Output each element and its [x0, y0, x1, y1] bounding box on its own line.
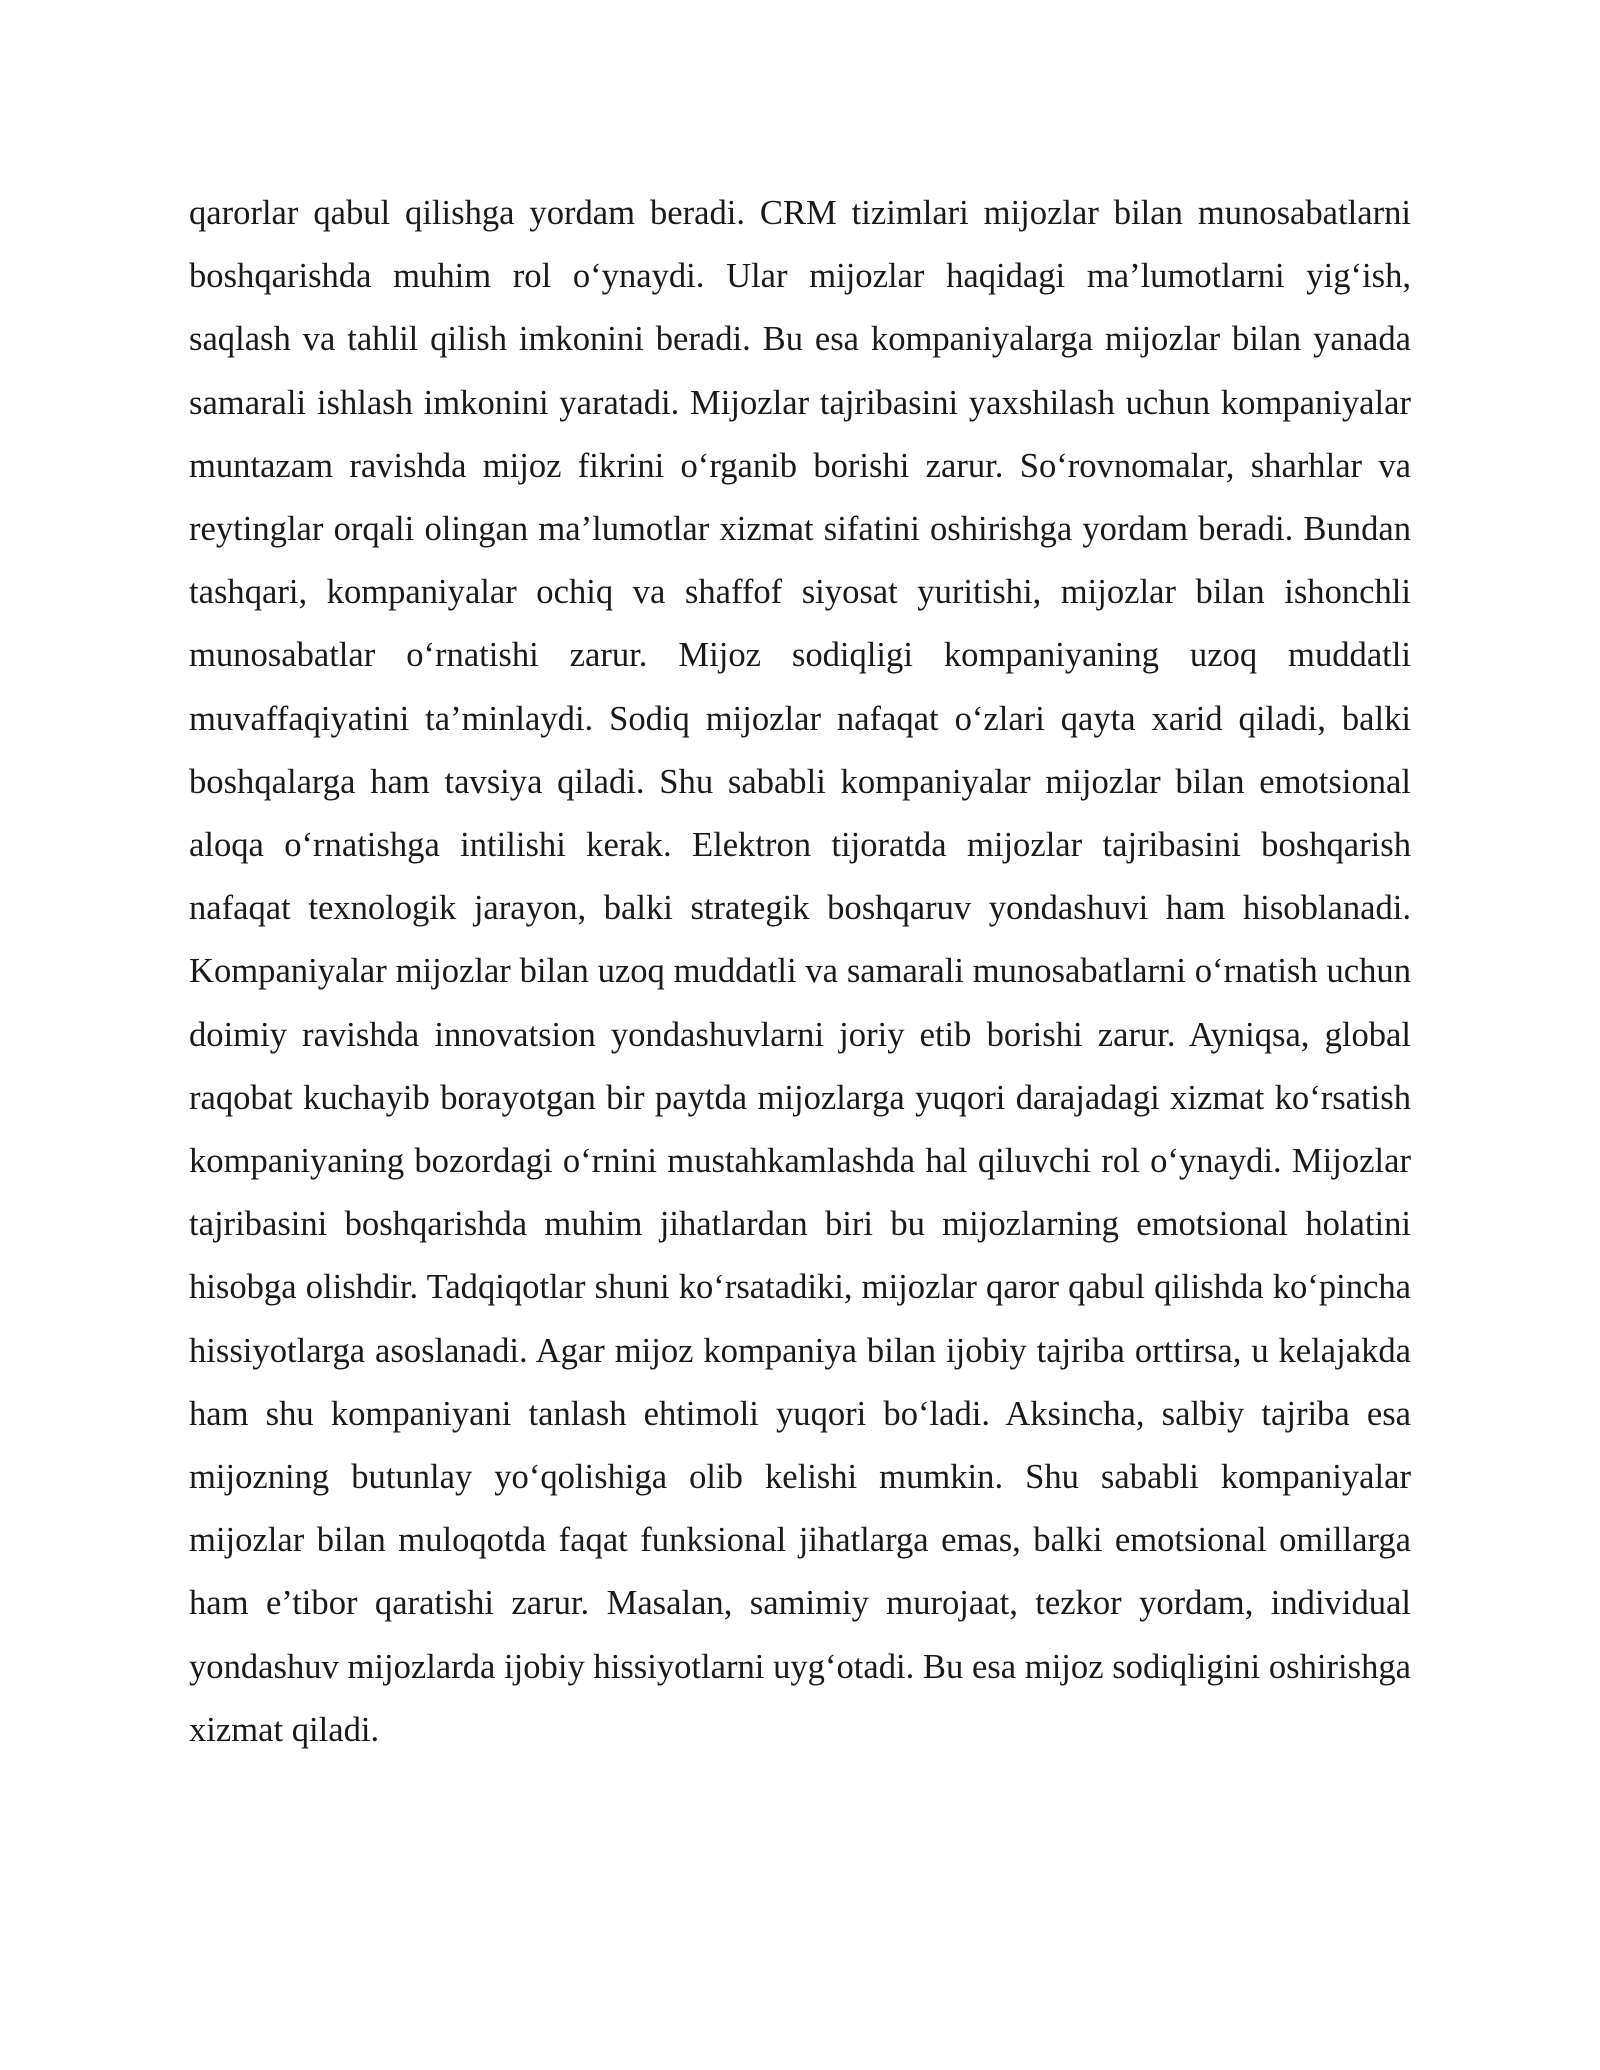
body-paragraph: qarorlar qabul qilishga yordam beradi. CRM tizimlari mijozlar bilan munosabatlarni boshqarishda muhim rol o‘ynaydi. Ular mijozlar haqidagi ma’lumotlarni yig‘ish, saqlash va tahlil qilish imkonini beradi. Bu esa kompaniyalarga mijozlar bilan yanada samarali ishlash imkonini yaratadi. Mijozlar tajribasini yaxshilash uchun kompaniyalar muntazam ravishda mijoz fikrini o‘rganib borishi zarur. So‘rovnomalar, sharhlar va reytinglar orqali olingan ma’lumotlar xizmat sifatini oshirishga yordam beradi. Bundan tashqari, kompaniyalar ochiq va shaffof siyosat yuritishi, mijozlar bilan ishonchli munosabatlar o‘rnatishi zarur. Mijoz sodiqligi kompaniyaning uzoq muddatli muvaffaqiyatini ta’minlaydi. Sodiq mijozlar nafaqat o‘zlari qayta xarid qiladi, balki boshqalarga ham tavsiya qiladi. Shu sababli kompaniyalar mijozlar bilan emotsional aloqa o‘rnatishga intilishi kerak. Elektron tijoratda mijozlar tajribasini boshqarish nafaqat texnologik jarayon, balki strategik boshqaruv yondashuvi ham hisoblanadi. Kompaniyalar mijozlar bilan uzoq muddatli va samarali munosabatlarni o‘rnatish uchun doimiy ravishda innovatsion yondashuvlarni joriy etib borishi zarur. Ayniqsa, global raqobat kuchayib borayotgan bir paytda mijozlarga yuqori darajadagi xizmat ko‘rsatish kompaniyaning bozordagi o‘rnini mustahkamlashda hal qiluvchi rol o‘ynaydi. Mijozlar tajribasini boshqarishda muhim jihatlardan biri bu mijozlarning emotsional holatini hisobga olishdir. Tadqiqotlar shuni ko‘rsatadiki, mijozlar qaror qabul qilishda ko‘pincha hissiyotlarga asoslanadi. Agar mijoz kompaniya bilan ijobiy tajriba orttirsa, u kelajakda ham shu kompaniyani tanlash ehtimoli yuqori bo‘ladi. Aksincha, salbiy tajriba esa mijozning butunlay yo‘qolishiga olib kelishi mumkin. Shu sababli kompaniyalar mijozlar bilan muloqotda faqat funksional jihatlarga emas, balki emotsional omillarga ham e’tibor qaratishi zarur. Masalan, samimiy murojaat, tezkor yordam, individual yondashuv mijozlarda ijobiy hissiyotlarni uyg‘otadi. Bu esa mijoz sodiqligini oshirishga xizmat qiladi. — [189, 194, 1411, 1749]
